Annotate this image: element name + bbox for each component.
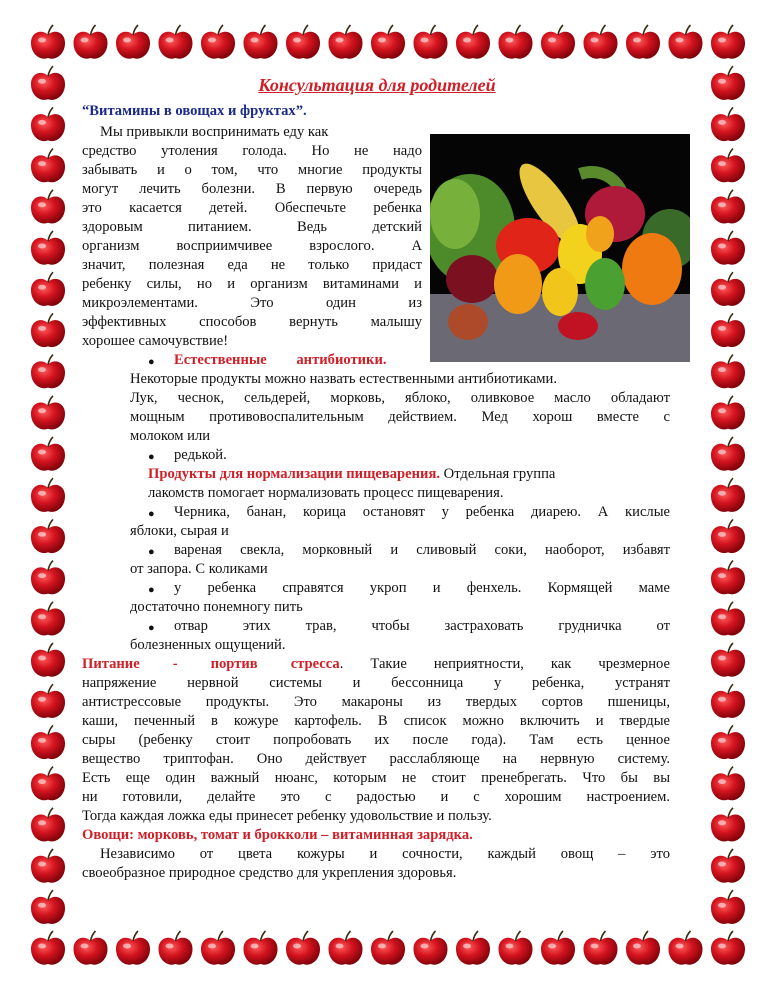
apple-icon <box>711 561 745 595</box>
apple-icon <box>31 931 65 965</box>
digestion-line: лакомств помогает нормализовать процесс пищеварения. <box>148 485 504 501</box>
intro-line: забывать и о том, что многие продукты <box>82 162 422 178</box>
apple-icon <box>329 931 363 965</box>
apple-icon <box>74 25 108 59</box>
digestion-bullet: у ребенка справятся укроп и фенхель. Кормящей маме <box>174 580 670 596</box>
apple-icon <box>669 931 703 965</box>
apple-icon <box>159 931 193 965</box>
apple-icon <box>414 25 448 59</box>
apple-icon <box>711 725 745 759</box>
apple-icon <box>31 355 65 389</box>
apple-icon <box>31 478 65 512</box>
apple-icon <box>584 25 618 59</box>
antibiotics-line: мощным противовоспалительным действием. Мед хорош вместе с <box>130 409 670 425</box>
intro-line: Мы привыкли воспринимать еду как <box>100 124 329 140</box>
digestion-bullet: отвар этих трав, чтобы застраховать грудничка от <box>174 618 670 634</box>
intro-line: микроэлементами. Это один из <box>82 295 422 311</box>
apple-icon <box>711 313 745 347</box>
intro-line: ребенку силы, но и организм витаминами и <box>82 276 422 292</box>
bullet-icon: ● <box>148 546 155 558</box>
intro-line: значит, полезная еда не только придаст <box>82 257 422 273</box>
stress-line: каши, печенный в кожуре картофель. В список можно включить и твердые <box>82 713 670 729</box>
apple-icon <box>201 931 235 965</box>
digestion-bullet: Черника, банан, корица остановят у ребенка диарею. А кислые <box>174 504 670 520</box>
apple-icon <box>711 355 745 389</box>
apple-icon <box>31 561 65 595</box>
apple-icon <box>371 25 405 59</box>
digestion-bullet-cont: болезненных ощущений. <box>130 637 286 653</box>
apple-icon <box>31 107 65 141</box>
intro-line: могут лечить болезни. В первую очередь <box>82 181 422 197</box>
digestion-heading-tail: Отдельная группа <box>440 466 556 482</box>
apple-icon <box>711 602 745 636</box>
apple-icon <box>711 272 745 306</box>
antibiotics-line: Некоторые продукты можно назвать естественными антибиотиками. <box>130 371 557 387</box>
apple-icon <box>711 890 745 924</box>
apple-icon <box>669 25 703 59</box>
apple-icon <box>626 931 660 965</box>
apple-icon <box>711 396 745 430</box>
apple-icon <box>116 25 150 59</box>
antibiotics-line: молоком или <box>130 428 211 444</box>
bullet-icon: ● <box>148 356 155 368</box>
apple-icon <box>329 25 363 59</box>
digestion-bullet-cont: от запора. С коликами <box>130 561 268 577</box>
vegetables-line: своеобразное природное средство для укрепления здоровья. <box>82 865 457 881</box>
bullet-icon: ● <box>148 451 155 463</box>
vegetables-photo <box>430 134 690 362</box>
apple-icon <box>711 519 745 553</box>
apple-icon <box>31 849 65 883</box>
apple-icon <box>711 684 745 718</box>
apple-icon <box>711 478 745 512</box>
intro-line: эффективных способов вернуть малышу <box>82 314 422 330</box>
apple-icon <box>711 849 745 883</box>
bullet-icon: ● <box>148 622 155 634</box>
digestion-heading: Продукты для нормализации пищеварения. <box>148 466 441 482</box>
stress-line: Тогда каждая ложка еды принесет ребенку удовольствие и пользу. <box>82 808 492 824</box>
apple-icon <box>711 643 745 677</box>
apple-icon <box>711 931 745 965</box>
digestion-bullet-cont: достаточно понемногу пить <box>130 599 303 615</box>
apple-icon <box>31 602 65 636</box>
apple-icon <box>31 767 65 801</box>
apple-icon <box>31 272 65 306</box>
apple-icon <box>31 25 65 59</box>
apple-icon <box>711 149 745 183</box>
bullet-icon: ● <box>148 584 155 596</box>
intro-line: здоровым питанием. Ведь детский <box>82 219 422 235</box>
stress-heading: Питание - портив стресса <box>82 656 340 672</box>
apple-icon <box>456 25 490 59</box>
apple-icon <box>31 313 65 347</box>
apple-icon <box>31 684 65 718</box>
apple-icon <box>499 25 533 59</box>
intro-line: хорошее самочувствие! <box>82 333 229 349</box>
apple-icon <box>159 25 193 59</box>
apple-icon <box>541 931 575 965</box>
apple-icon <box>31 437 65 471</box>
apple-icon <box>31 519 65 553</box>
apple-icon <box>31 643 65 677</box>
stress-line: ни готовили, делайте это с радостью и с хорошим настроением. <box>82 789 670 805</box>
apple-icon <box>74 931 108 965</box>
subtitle: “Витамины в овощах и фруктах”. <box>82 103 307 119</box>
stress-heading-tail: . Такие неприятности, как чрезмерное <box>339 656 670 672</box>
apple-icon <box>31 396 65 430</box>
bullet-icon: ● <box>148 508 155 520</box>
apple-icon <box>201 25 235 59</box>
apple-icon <box>116 931 150 965</box>
apple-icon <box>456 931 490 965</box>
apple-icon <box>711 66 745 100</box>
apple-icon <box>286 25 320 59</box>
stress-line: сыры (ребенку стоит попробовать их после года). Там есть ценное <box>82 732 670 748</box>
apple-icon <box>244 25 278 59</box>
digestion-bullet-cont: яблоки, сырая и <box>130 523 229 539</box>
antibiotics-bullet: редькой. <box>174 447 227 463</box>
antibiotics-heading: Естественные антибиотики. <box>174 352 387 368</box>
digestion-heading-line <box>148 465 555 484</box>
apple-icon <box>31 66 65 100</box>
antibiotics-line: Лук, чеснок, сельдерей, морковь, яблоко, оливковое масло обладают <box>130 390 670 406</box>
stress-line: антистрессовые продукты. Это макароны из твердых сортов пшеницы, <box>82 694 670 710</box>
stress-first-line <box>82 655 670 674</box>
intro-line: средство утоления голода. Но не надо <box>82 143 422 159</box>
stress-line: напряжение нервной системы и бессонница у ребенка, устранят <box>82 675 670 691</box>
apple-icon <box>711 190 745 224</box>
apple-icon <box>711 437 745 471</box>
apple-icon <box>499 931 533 965</box>
apple-icon <box>584 931 618 965</box>
apple-icon <box>31 149 65 183</box>
apple-icon <box>31 231 65 265</box>
intro-line: организм восприимчивее взрослого. А <box>82 238 422 254</box>
stress-line: Есть еще один важный нюанс, которым не стоит пренебрегать. Что бы вы <box>82 770 670 786</box>
vegetables-line: Независимо от цвета кожуры и сочности, каждый овощ – это <box>100 846 670 862</box>
stress-line: вещество триптофан. Оно действует расслабляюще на нервную систему. <box>82 751 670 767</box>
vegetables-heading: Овощи: морковь, томат и брокколи – витаминная зарядка. <box>82 827 473 843</box>
digestion-bullet: вареная свекла, морковный и сливовый соки, наоборот, избавят <box>174 542 670 558</box>
page-title: Консультация для родителей <box>258 75 496 95</box>
apple-icon <box>31 890 65 924</box>
apple-icon <box>371 931 405 965</box>
apple-icon <box>711 25 745 59</box>
apple-icon <box>244 931 278 965</box>
apple-icon <box>31 190 65 224</box>
apple-icon <box>31 808 65 842</box>
apple-icon <box>541 25 575 59</box>
apple-icon <box>414 931 448 965</box>
apple-icon <box>711 231 745 265</box>
apple-icon <box>626 25 660 59</box>
apple-icon <box>711 767 745 801</box>
apple-icon <box>711 107 745 141</box>
intro-line: это касается детей. Обеспечьте ребенка <box>82 200 422 216</box>
apple-icon <box>31 725 65 759</box>
apple-icon <box>711 808 745 842</box>
apple-icon <box>286 931 320 965</box>
